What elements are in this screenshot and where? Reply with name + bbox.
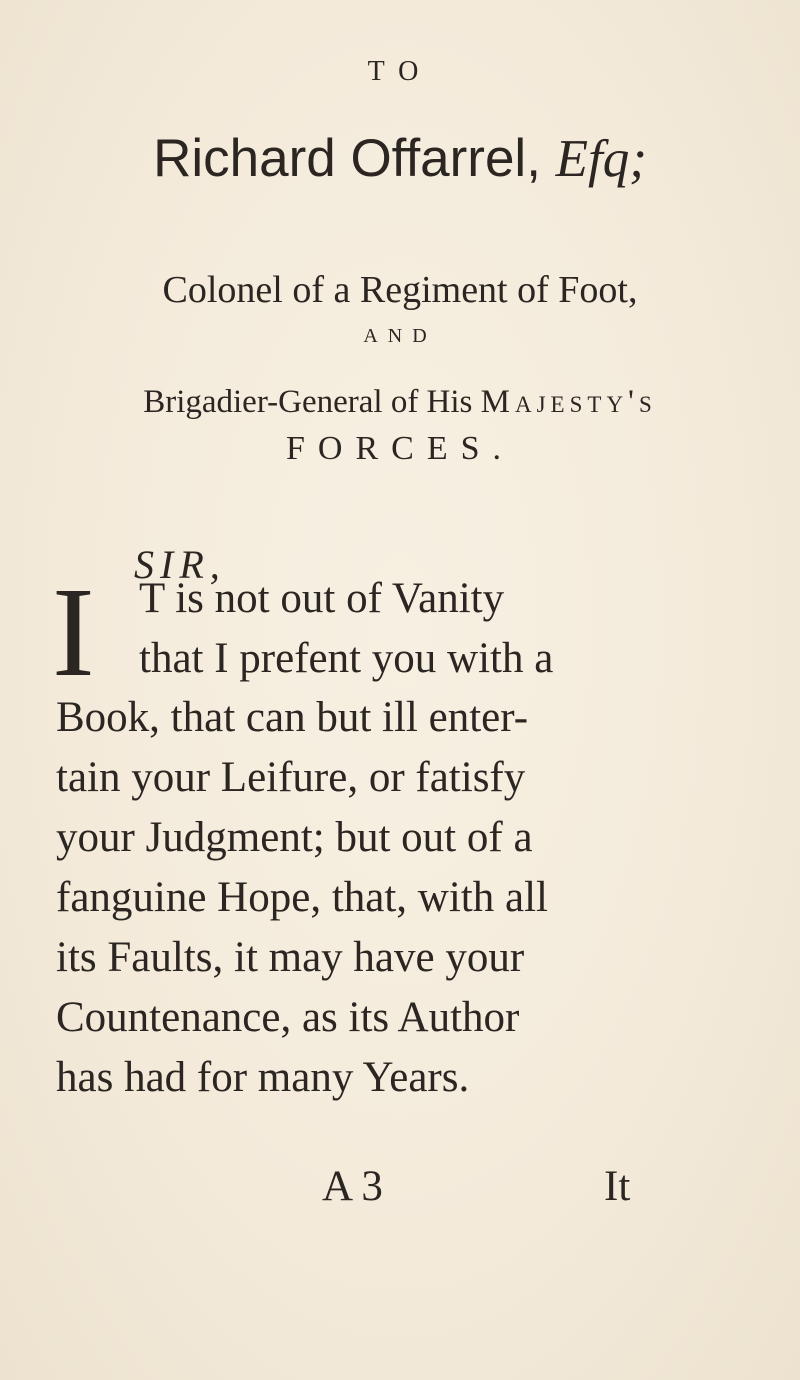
body-line: fanguine Hope, that, with all — [56, 874, 548, 921]
body-line: has had for many Years. — [56, 1054, 470, 1101]
forces-word: FORCES. — [286, 430, 514, 467]
dedicatee-name — [0, 128, 800, 189]
drop-cap: I — [52, 561, 95, 703]
dedicatee-name-text: Richard Offarrel, — [153, 129, 541, 188]
majesty-word: Majesty's — [480, 384, 657, 420]
body-line: its Faults, it may have your — [56, 934, 525, 981]
body-line: that I prefent you with a — [139, 635, 554, 682]
body-line: tain your Leifure, or fatisfy — [56, 754, 526, 801]
catchword: It — [604, 1163, 631, 1210]
and-connector: AND — [363, 325, 437, 347]
signature-mark: A 3 — [322, 1163, 383, 1210]
body-line: Countenance, as its Author — [56, 994, 520, 1041]
brigadier-prefix: Brigadier-General of His — [143, 384, 473, 420]
dedication-to: TO — [367, 56, 433, 87]
dedicatee-esq: Efq; — [555, 130, 647, 188]
salutation: SIR, — [134, 542, 226, 587]
body-line: Book, that can but ill enter- — [56, 694, 529, 741]
body-line: your Judgment; but out of a — [56, 814, 533, 861]
dedicatee-title-brigadier — [0, 384, 800, 421]
dedicatee-title-colonel: Colonel of a Regiment of Foot, — [162, 269, 638, 311]
body-line: T is not out of Vanity — [139, 575, 505, 622]
